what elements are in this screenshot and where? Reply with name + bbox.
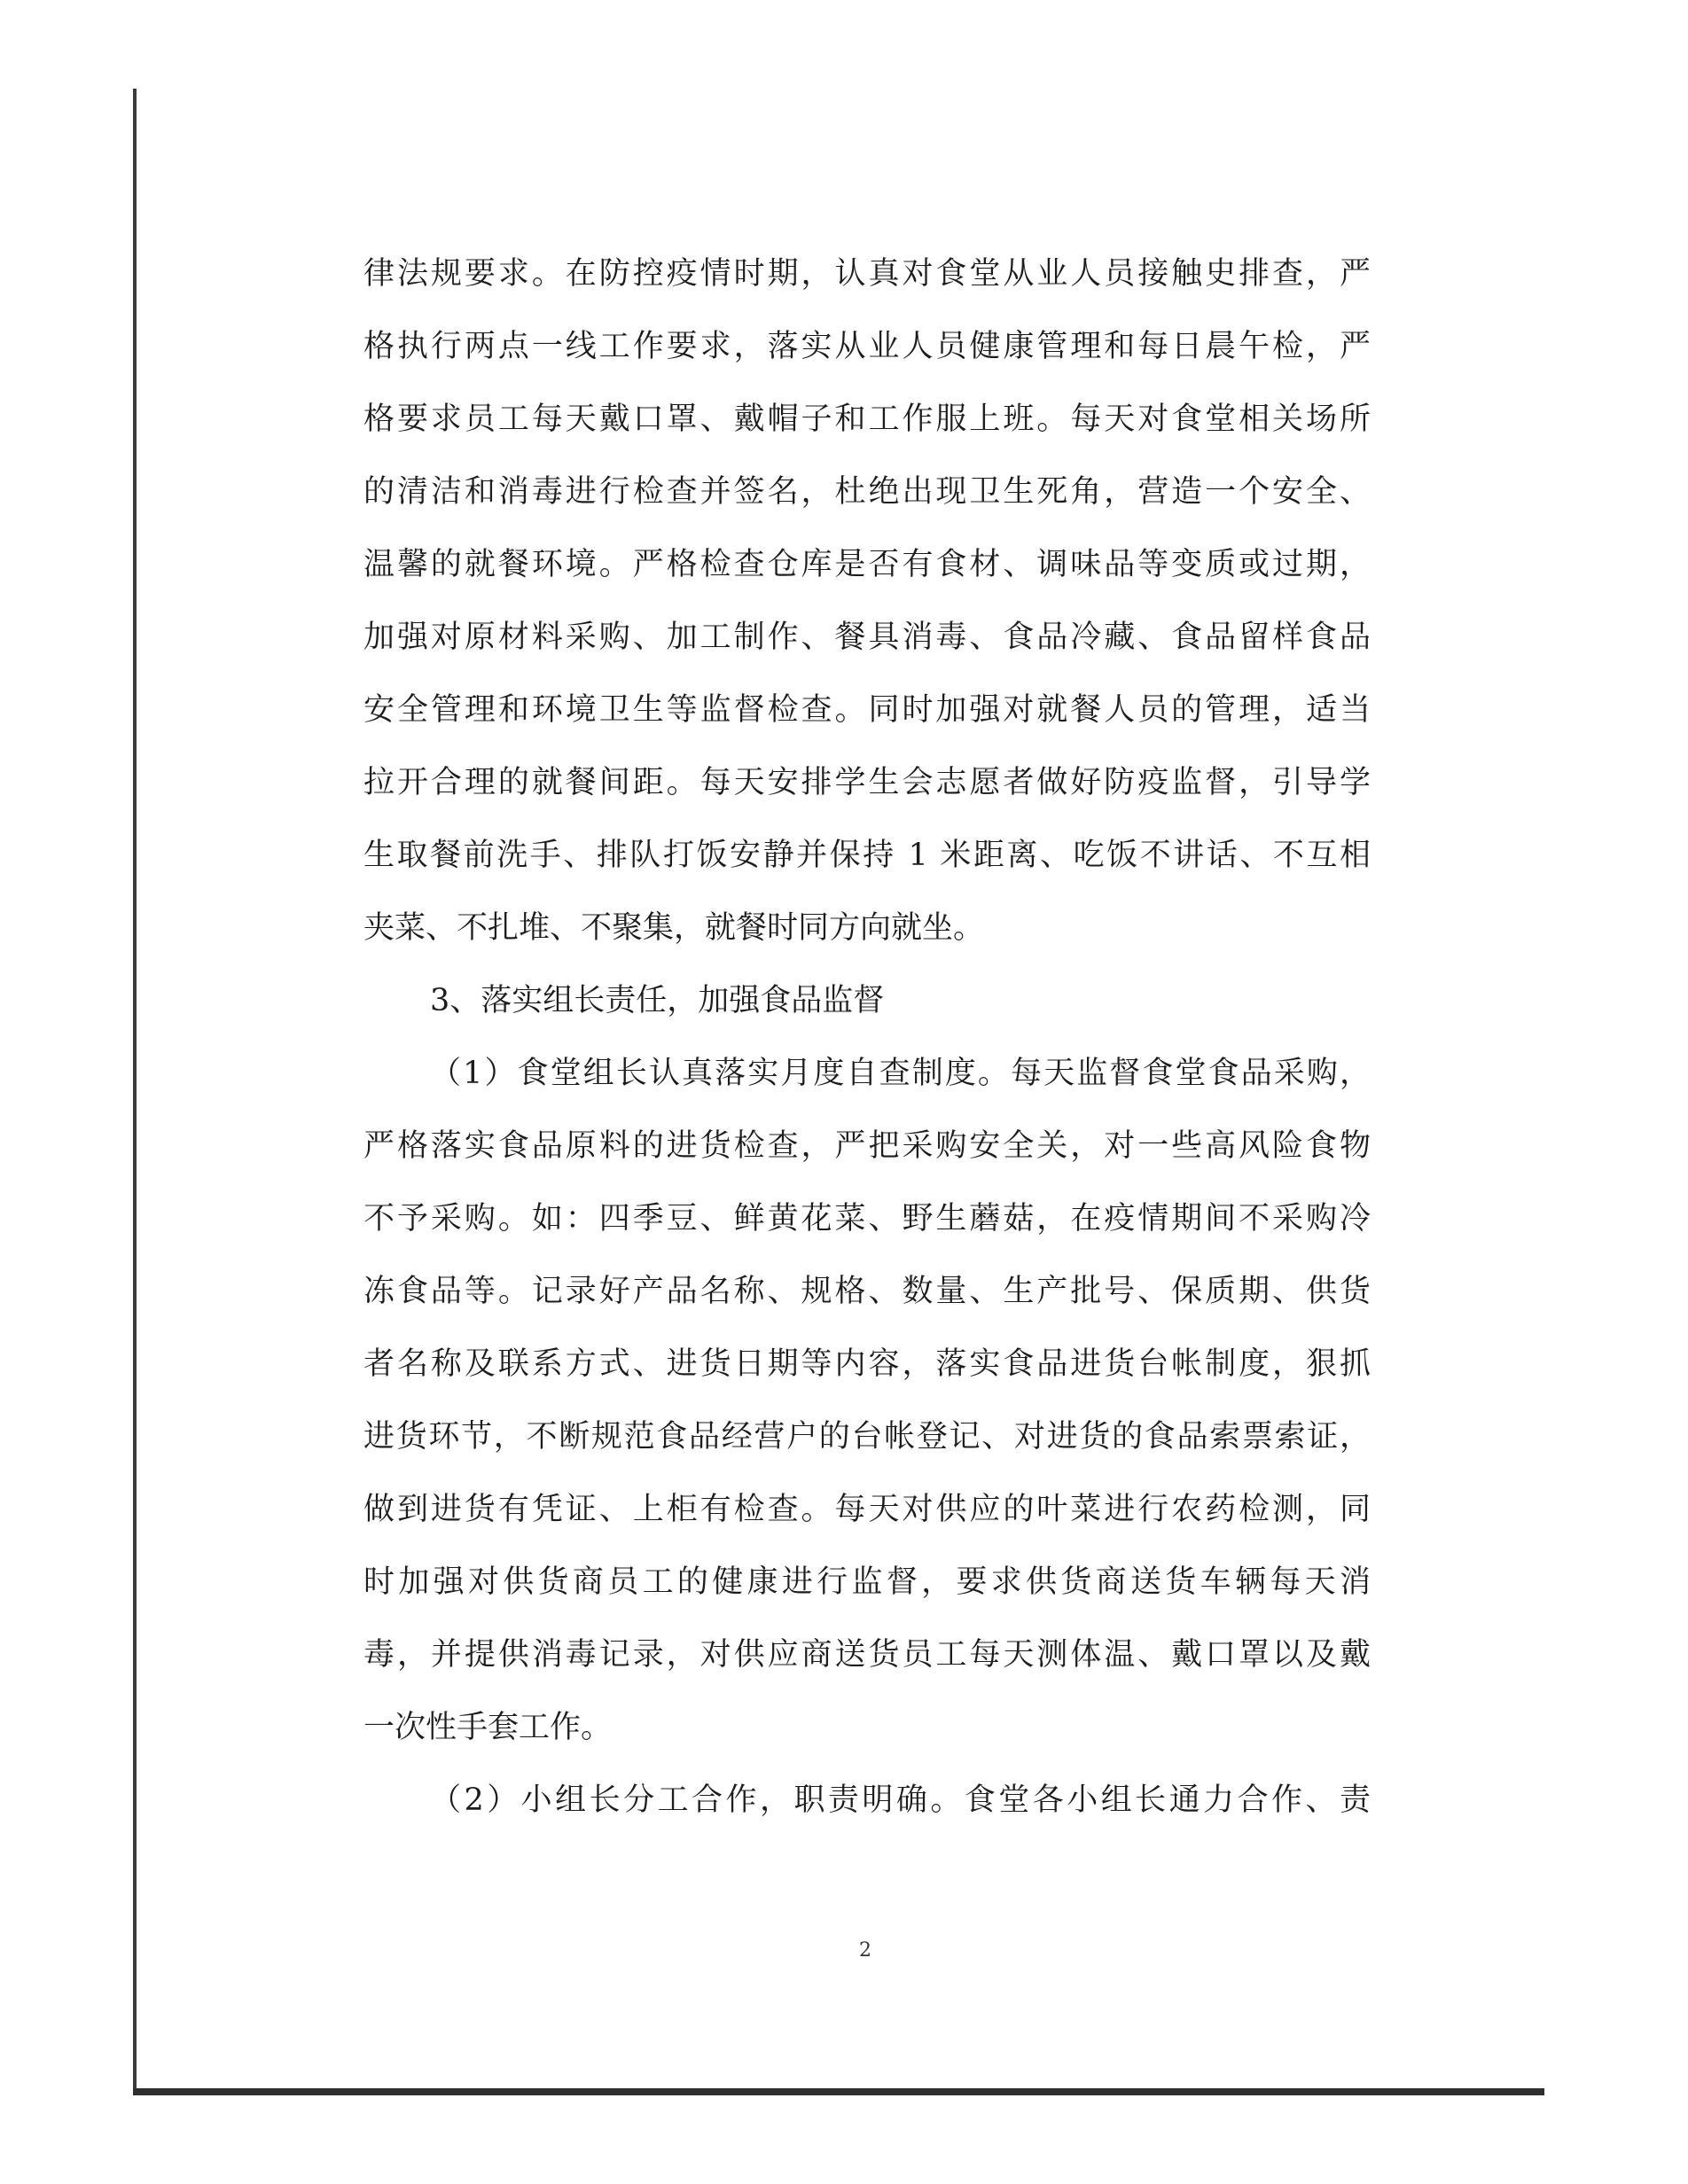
- text-line: 加强对原材料采购、加工制作、餐具消毒、食品冷藏、食品留样食品: [363, 620, 1371, 655]
- text-line: 生取餐前洗手、排队打饭安静并保持 1 米距离、吃饭不讲话、不互相: [363, 838, 1371, 873]
- text-line: 者名称及联系方式、进货日期等内容，落实食品进货台帐制度，狠抓: [363, 1346, 1371, 1382]
- text-line: 毒，并提供消毒记录，对供应商送货员工每天测体温、戴口罩以及戴: [363, 1637, 1371, 1673]
- text-line: （1）食堂组长认真落实月度自查制度。每天监督食堂食品采购，: [430, 1056, 1371, 1091]
- text-line: 的清洁和消毒进行检查并签名，杜绝出现卫生死角，营造一个安全、: [363, 474, 1371, 510]
- text-line: 严格落实食品原料的进货检查，严把采购安全关，对一些高风险食物: [363, 1128, 1371, 1164]
- text-line: 夹菜、不扎堆、不聚集，就餐时同方向就坐。: [363, 910, 985, 946]
- text-line: 格要求员工每天戴口罩、戴帽子和工作服上班。每天对食堂相关场所: [363, 402, 1371, 437]
- body-text: [363, 238, 1371, 1837]
- text-line: 时加强对供货商员工的健康进行监督，要求供货商送货车辆每天消: [363, 1564, 1371, 1600]
- text-line: （2）小组长分工合作，职责明确。食堂各小组长通力合作、责: [430, 1782, 1371, 1818]
- text-line: 格执行两点一线工作要求，落实从业人员健康管理和每日晨午检，严: [363, 329, 1371, 364]
- scan-edge-left: [133, 89, 137, 2092]
- text-line: 做到进货有凭证、上柜有检查。每天对供应的叶菜进行农药检测，同: [363, 1492, 1371, 1527]
- text-line: 温馨的就餐环境。严格检查仓库是否有食材、调味品等变质或过期，: [363, 547, 1371, 582]
- text-line: 不予采购。如：四季豆、鲜黄花菜、野生蘑菇，在疫情期间不采购冷: [363, 1201, 1371, 1236]
- scan-edge-bottom: [133, 2088, 1544, 2095]
- page-number: [0, 1939, 1688, 1962]
- section-heading: 3、落实组长责任，加强食品监督: [430, 983, 885, 1018]
- page-number-text: 2: [859, 1939, 871, 1962]
- text-line: 拉开合理的就餐间距。每天安排学生会志愿者做好防疫监督，引导学: [363, 765, 1371, 800]
- text-line: 冻食品等。记录好产品名称、规格、数量、生产批号、保质期、供货: [363, 1274, 1371, 1309]
- text-line: 一次性手套工作。: [363, 1710, 613, 1745]
- text-line: 安全管理和环境卫生等监督检查。同时加强对就餐人员的管理，适当: [363, 692, 1371, 728]
- text-line: 律法规要求。在防控疫情时期，认真对食堂从业人员接触史排查，严: [363, 256, 1371, 292]
- text-line: 进货环节，不断规范食品经营户的台帐登记、对进货的食品索票索证，: [363, 1419, 1371, 1455]
